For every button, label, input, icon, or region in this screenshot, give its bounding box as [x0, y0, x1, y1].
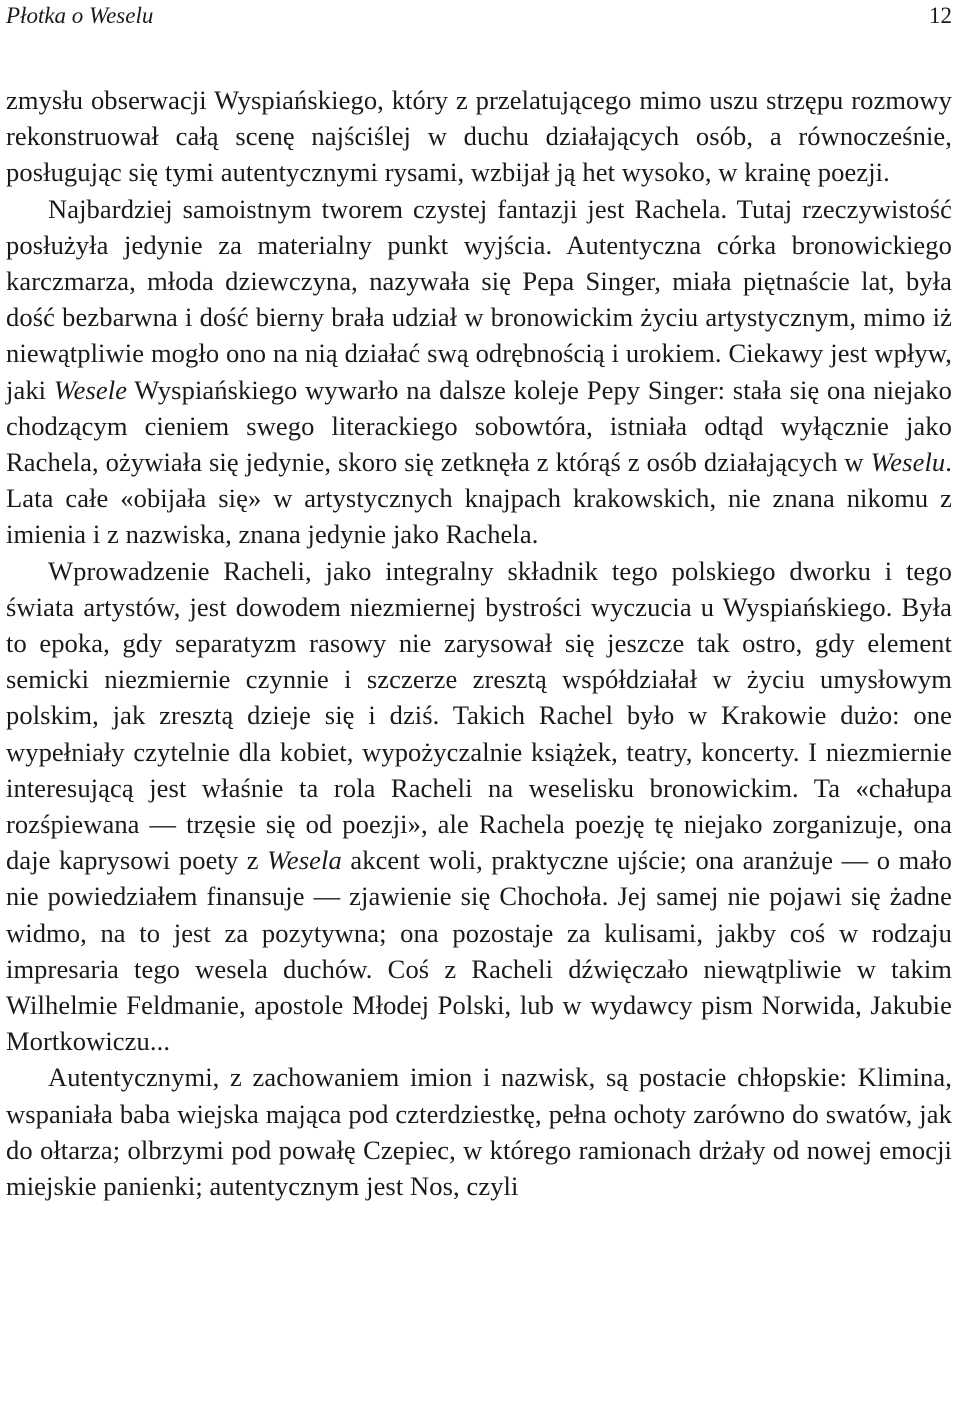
paragraph-text: Autentycznymi, z zachowaniem imion i nazwisk, są postacie chłopskie: Klimina, wspaniała baba wiejska mająca pod czterdziestkę, pełna ochoty zarówno do swatów, jak do ołtarza; olbrzymi pod powałę Czepiec, w którego ramionach drżały od nowej emocji miejskie panienki; autentycznym jest Nos, czyli	[6, 1062, 952, 1202]
title-wesele: Wesele	[53, 374, 128, 405]
paragraph-text: Wyspiańskiego wywarło na dalsze koleje Pepy Singer: stała się ona niejako chodzącym cieniem swego literackiego sobowtóra, istniała odtąd wyłącznie jako Rachela, ożywiała się jedynie, skoro się zetknęła z którąś z osób działających w	[6, 374, 952, 478]
title-wesela: Wesela	[267, 845, 342, 876]
paragraph-text: zmysłu obserwacji Wyspiańskiego, który z przelatującego mimo uszu strzępu rozmowy rekonstruował całą scenę najściślej w duchu działających osób, a równocześnie, posługując się tymi autentycznymi rysami, wzbijał ją het wysoko, w krainę poezji.	[6, 85, 952, 188]
page-number: 12	[929, 3, 952, 28]
paragraph-wprowadzenie	[6, 553, 952, 1060]
paragraph-rachela	[6, 191, 952, 553]
title-weselu: Weselu	[870, 447, 946, 478]
paragraph-text: . Lata całe «obijała się» w artystycznych knajpach krakowskich, nie znana nikomu z imienia i z nazwiska, znana jedynie jako Rachela.	[6, 447, 952, 550]
paragraph-autentycznymi	[6, 1059, 952, 1204]
page-header	[6, 0, 952, 36]
paragraph-continuation	[6, 82, 952, 191]
running-title: Płotka o Weselu	[6, 3, 154, 28]
paragraph-text: Najbardziej samoistnym tworem czystej fantazji jest Rachela. Tutaj rzeczywistość posłużyła jedynie za materialny punkt wyjścia. Autentyczna córka bronowickiego karczmarza, młoda dziewczyna, nazywała się Pepa Singer, miała piętnaście lat, była dość bezbarwna i dość bierny brała udział w bronowickim życiu artystycznym, mimo iż niewątpliwie mogło ono na nią działać swą odrębnością i urokiem. Ciekawy jest wpływ, jaki	[6, 193, 952, 405]
paragraph-text: Wprowadzenie Racheli, jako integralny składnik tego polskiego dworku i tego świata artystów, jest dowodem niezmiernej bystrości wyczucia u Wyspiańskiego. Była to epoka, gdy separatyzm rasowy nie zarysował się jeszcze tak ostro, gdy element semicki niezmiernie czynnie i szczerze zresztą współdziałał w życiu umysłowym polskim, jak zresztą dzieje się i dziś. Takich Rachel było w Krakowie dużo: one wypełniały czytelnie dla kobiet, wypożyczalnie książek, teatry, koncerty. I niezmiernie interesującą jest właśnie ta rola Racheli na weselisku bronowickim. Ta «chałupa rozśpiewana — trzęsie się od poezji», ale Rachela poezję tę niejako zorganizuje, ona daje kaprysowi poety z	[6, 555, 952, 876]
page-body	[6, 82, 952, 1204]
paragraph-text: akcent woli, praktyczne ujście; ona aranżuje — o mało nie powiedziałem finansuje — zjawienie się Chochoła. Jej samej nie pojawi się żadne widmo, na to jest za pozytywna; ona pozostaje za kulisami, jakby coś w rodzaju impresaria tego wesela duchów. Coś z Racheli dźwięczało niewątpliwie w takim Wilhelmie Feldmanie, apostole Młodej Polski, lub w wydawcy pism Norwida, Jakubie Mortkowiczu...	[6, 845, 952, 1057]
